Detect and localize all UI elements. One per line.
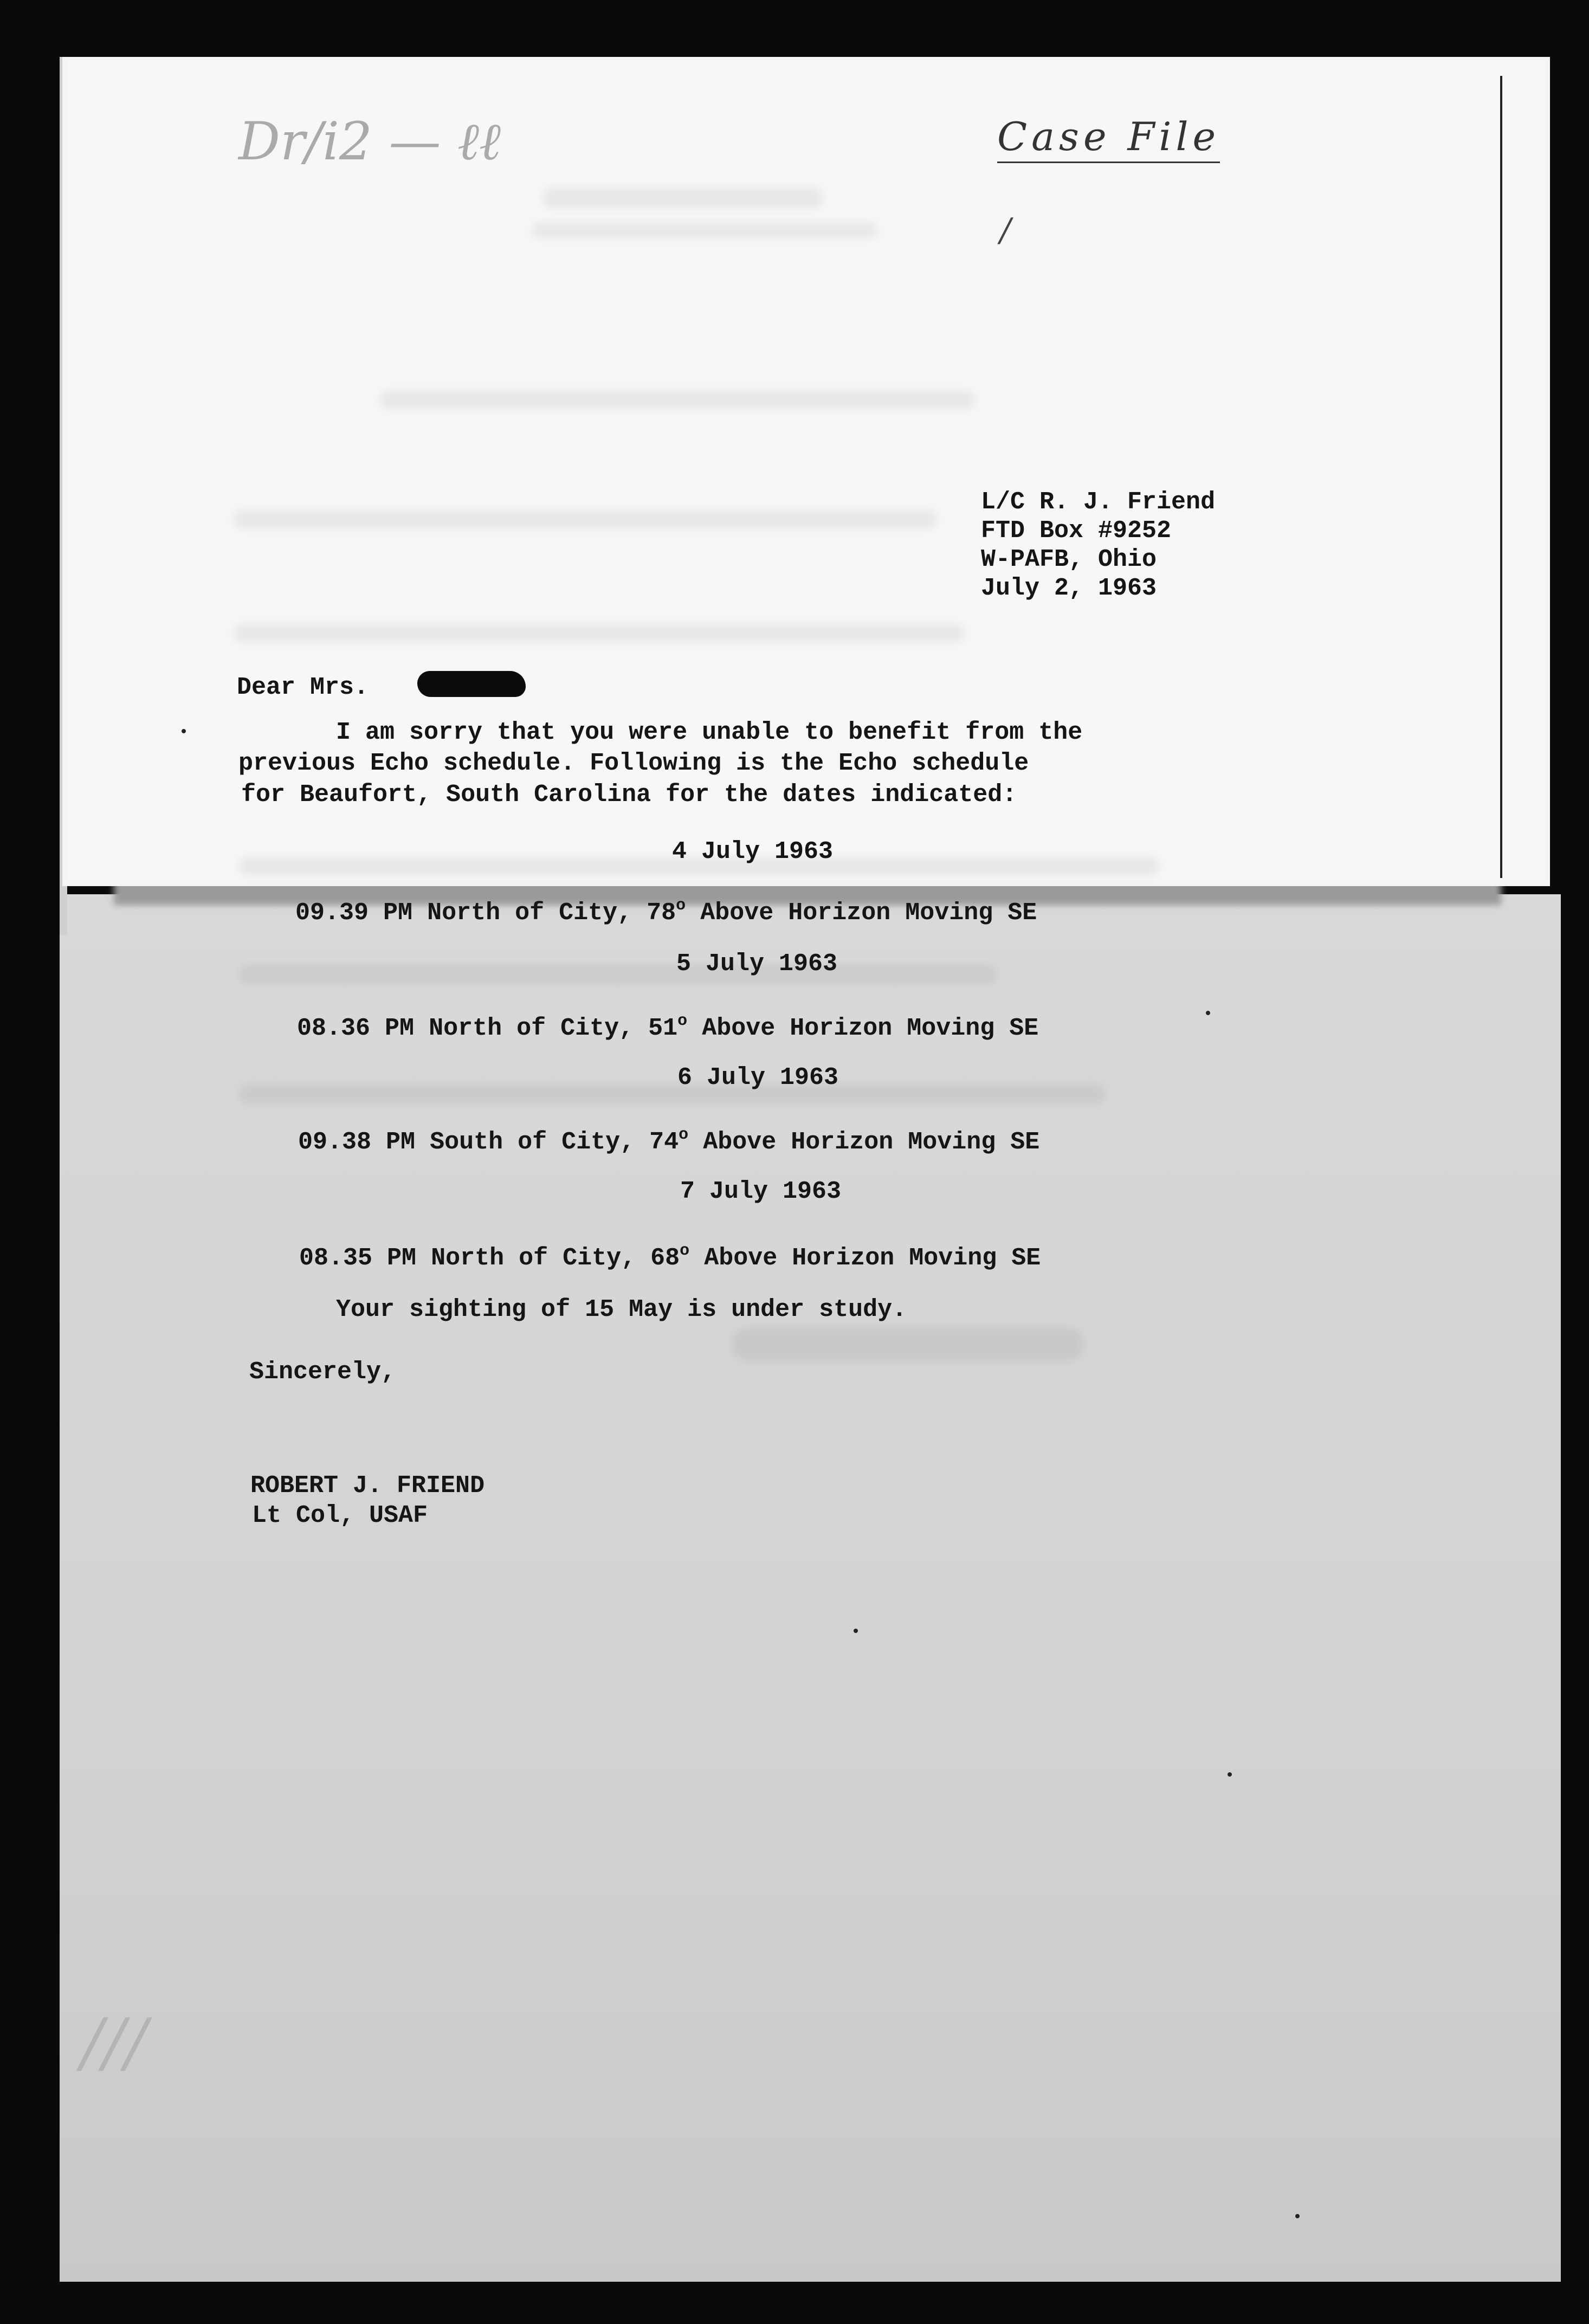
- film-speck: [1228, 1772, 1232, 1777]
- schedule-degrees: 68$^o$: [650, 1242, 690, 1272]
- schedule-entry: [297, 1007, 1038, 1043]
- schedule-details: Above Horizon Moving SE: [702, 1015, 1039, 1042]
- schedule-date: 4 July 1963: [672, 838, 834, 866]
- schedule-entry: [295, 892, 1037, 927]
- return-address-block: [981, 488, 1215, 603]
- address-line: FTD Box #9252: [981, 517, 1172, 545]
- bleed-through-smudge: [233, 509, 938, 529]
- closing-note: Your sighting of 15 May is under study.: [336, 1296, 907, 1324]
- intro-line: previous Echo schedule. Following is the Echo schedule: [238, 750, 1029, 777]
- schedule-degrees: 78$^o$: [647, 896, 686, 927]
- schedule-details: Above Horizon Moving SE: [704, 1244, 1041, 1272]
- schedule-degrees: 74$^o$: [649, 1126, 689, 1156]
- film-scratch-mark: ///: [81, 2005, 147, 2081]
- sign-off: Sincerely,: [249, 1358, 396, 1386]
- page-right-rule: [1500, 76, 1502, 878]
- film-speck: [182, 729, 186, 733]
- intro-line: for Beaufort, South Carolina for the dates indicated:: [241, 781, 1017, 809]
- bleed-through-smudge: [238, 1084, 1106, 1103]
- schedule-degrees: 51$^o$: [648, 1012, 688, 1042]
- letter-date: July 2, 1963: [981, 574, 1157, 602]
- intro-line: I am sorry that you were unable to benefit from the: [336, 719, 1083, 746]
- schedule-date: 5 July 1963: [676, 950, 838, 978]
- schedule-time: 09.38 PM: [298, 1128, 416, 1156]
- redacted-name: [417, 671, 526, 697]
- schedule-entry: [298, 1121, 1039, 1157]
- bleed-through-smudge: [531, 222, 878, 238]
- schedule-direction: North of City,: [429, 1015, 634, 1042]
- salutation: Dear Mrs.: [237, 674, 369, 701]
- schedule-details: Above Horizon Moving SE: [700, 899, 1037, 927]
- schedule-date: 6 July 1963: [677, 1064, 839, 1092]
- film-speck: [1295, 2214, 1300, 2218]
- schedule-time: 08.35 PM: [299, 1244, 417, 1272]
- address-line: W-PAFB, Ohio: [981, 546, 1157, 573]
- schedule-direction: South of City,: [430, 1128, 635, 1156]
- bleed-through-smudge: [732, 1328, 1084, 1360]
- film-speck: [1206, 1011, 1210, 1015]
- schedule-direction: North of City,: [431, 1244, 636, 1272]
- film-speck: [854, 1629, 858, 1633]
- bleed-through-smudge: [233, 623, 965, 643]
- address-line: L/C R. J. Friend: [981, 488, 1216, 516]
- schedule-details: Above Horizon Moving SE: [703, 1128, 1040, 1156]
- signature-title: Lt Col, USAF: [252, 1502, 428, 1529]
- signature-name: ROBERT J. FRIEND: [250, 1472, 485, 1500]
- schedule-entry: [299, 1237, 1041, 1273]
- handwritten-tick-mark: /: [1000, 211, 1011, 249]
- bleed-through-smudge: [379, 390, 976, 410]
- handwritten-annotation-top-left: Dr/i2 — ℓℓ: [238, 111, 501, 172]
- schedule-direction: North of City,: [427, 899, 632, 927]
- schedule-time: 08.36 PM: [297, 1015, 415, 1042]
- schedule-time: 09.39 PM: [295, 899, 413, 927]
- bleed-through-smudge: [542, 187, 824, 209]
- handwritten-case-file-note: Case File: [997, 114, 1220, 163]
- bleed-through-smudge: [238, 965, 997, 984]
- schedule-date: 7 July 1963: [680, 1178, 842, 1205]
